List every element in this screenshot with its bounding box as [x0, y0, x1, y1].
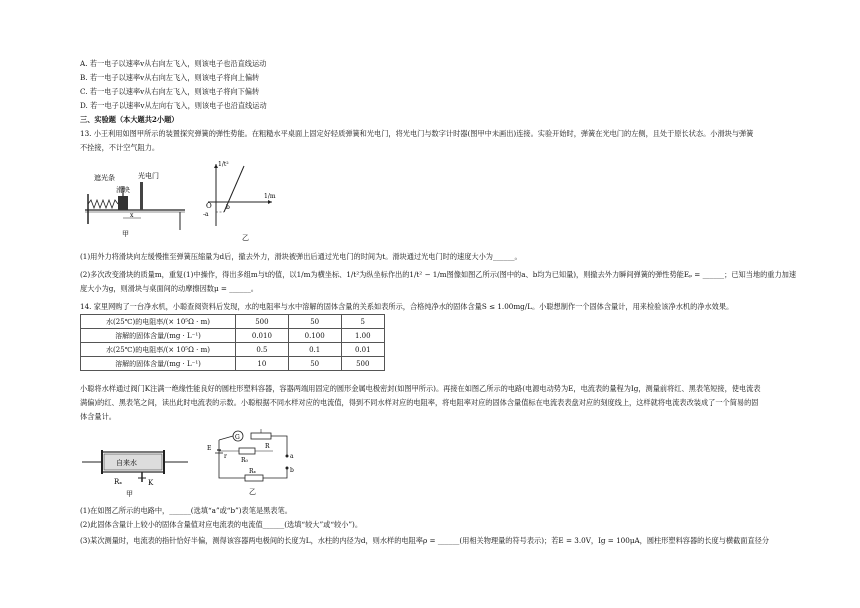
- q13-jia-block-label: 滑块: [116, 186, 130, 194]
- q14-yi-rx-label: Rₓ: [249, 468, 257, 475]
- table-cell: 0.5: [236, 343, 289, 357]
- table-cell: 500: [341, 357, 384, 371]
- table-cell: 0.01: [341, 343, 384, 357]
- table-cell: 5: [341, 315, 384, 329]
- q14-yi-b-label: b: [290, 467, 294, 474]
- q13-yi-origin-label: O: [206, 202, 212, 210]
- table-row: [81, 315, 385, 329]
- option-d: D. 若一电子以速率v从左向右飞入，则该电子也沿直线运动: [80, 101, 267, 110]
- table-row: [81, 343, 385, 357]
- q14-para-3: 体含量计。: [80, 412, 116, 421]
- q14-yi-r-label: r: [224, 453, 227, 460]
- table-cell: 溶解的固体含量/(mg · L⁻¹): [81, 329, 236, 343]
- table-cell: 50: [288, 315, 341, 329]
- q13-figure-yi: [200, 156, 280, 246]
- table-cell: 0.010: [236, 329, 289, 343]
- q14-jia-rx-label: Rₓ: [114, 478, 123, 486]
- q14-stem: 14. 家里网购了一台净水机，小聪查阅资料后发现，水的电阻率与水中溶解的固体含量的关系如表所示，合格纯净水的固体含量S ≤ 1.00mg/L。小聪想制作一个固体含量计，用来检验该净水机的净水效果。: [80, 302, 734, 311]
- q14-jia-caption: 甲: [126, 490, 133, 498]
- q13-part1: (1)用外力将滑块向左缓慢推至弹簧压缩量为d后，撤去外力，滑块被弹出后通过光电门的时间为t。滑块通过光电门时的速度大小为______。: [80, 252, 522, 261]
- q14-data-table: [80, 314, 385, 371]
- q13-yi-caption: 乙: [242, 234, 249, 242]
- q14-yi-g-label: G: [235, 434, 240, 441]
- option-a: A. 若一电子以速率v从右向左飞入，则该电子也沿直线运动: [80, 59, 267, 68]
- q13-yi-xaxis-label: 1/m: [264, 193, 276, 200]
- table-cell: 10: [236, 357, 289, 371]
- q14-yi-a-label: a: [290, 453, 294, 460]
- q13-jia-shade-label: 遮光条: [94, 174, 115, 182]
- q14-part1: (1)在如图乙所示的电路中，______(选填“a”或“b”)表笔是黑表笔。: [80, 506, 292, 515]
- q13-figure-jia: [80, 158, 190, 238]
- table-cell: 0.100: [288, 329, 341, 343]
- q14-part2: (2)此固体含量计上较小的固体含量值对应电流表的电流值______(选填“较大”或“较小”)。: [80, 520, 363, 529]
- q14-para-1: 小聪将水样通过阀门K注满一绝缘性能良好的圆柱形塑料容器，容器两端用固定的圆形金属电极密封(如图甲所示)。再接在如图乙所示的电路(电源电动势为E，电流表的量程为Ig，测量前将红、黑表笔短接，使电流表: [80, 384, 761, 393]
- table-cell: 水(25℃)的电阻率/(× 10⁵Ω · m): [81, 315, 236, 329]
- q13-part2-b: 度大小为g，则滑块与桌面间的动摩擦因数μ = ______。: [80, 284, 258, 293]
- table-cell: 1.00: [341, 329, 384, 343]
- option-b: B. 若一电子以速率v从右向左飞入，则该电子将向上偏转: [80, 73, 260, 82]
- table-cell: 水(25℃)的电阻率/(× 10⁵Ω · m): [81, 343, 236, 357]
- q13-jia-gate-label: 光电门: [138, 172, 159, 180]
- q14-yi-caption: 乙: [249, 488, 256, 496]
- table-cell: 0.1: [288, 343, 341, 357]
- q14-jia-k-label: K: [148, 479, 154, 487]
- table-cell: 50: [288, 357, 341, 371]
- q13-yi-yaxis-label: 1/t²: [218, 161, 229, 168]
- table-row: [81, 357, 385, 371]
- q14-yi-r0-label: R₀: [241, 457, 248, 464]
- q14-part3: (3)某次测量时，电流表的指针恰好半偏，测得该容器两电极间的长度为L，水柱的内径为d，则水样的电阻率ρ = ______(用相关物理量的符号表示)；若E = 3.0V，Ig = 100μA，圆柱形塑料容器的长度与横截面直径分: [80, 536, 770, 545]
- option-c: C. 若一电子以速率v从右向左飞入，则该电子将向下偏转: [80, 87, 260, 96]
- table-row: [81, 329, 385, 343]
- q13-yi-b-label: b: [226, 204, 230, 211]
- q14-yi-e-label: E: [207, 445, 212, 452]
- q13-jia-caption: 甲: [122, 230, 129, 238]
- table-cell: 500: [236, 315, 289, 329]
- q14-yi-r-var-label: R: [265, 443, 270, 450]
- q13-part2-a: (2)多次改变滑块的质量m，重复(1)中操作，得出多组m与t的值，以1/m为横坐标、1/t²为纵坐标作出的1/t² − 1/m图像如图乙所示(图中的a、b均为已知量)，则撤去外力瞬间弹簧的弹性势能Eₚ = ______；已知当地的重力加速: [80, 270, 797, 279]
- q14-figure-yi: [205, 428, 300, 500]
- q14-para-2: 满偏)的红、黑表笔之间，读出此时电流表的示数。小聪根据不同水样对应的电流值，得到不同水样对应的电阻率，将电阻率对应的固体含量值标在电流表表盘对应的刻度线上，这样就将电流表改装成了一个简易的固: [80, 398, 759, 407]
- q13-yi-a-label: -a: [203, 211, 209, 218]
- table-cell: 溶解的固体含量/(mg · L⁻¹): [81, 357, 236, 371]
- q13-stem-2: 不拴接，不计空气阻力。: [80, 143, 160, 152]
- q13-jia-x-label: x: [130, 212, 134, 219]
- section-title: 三、实验题（本大题共2小题）: [80, 115, 179, 124]
- q14-figure-jia: [80, 440, 190, 498]
- q13-stem-1: 13. 小王利用如图甲所示的装置探究弹簧的弹性势能。在粗糙水平桌面上固定好轻质弹簧和光电门，将光电门与数字计时器(图甲中未画出)连接。实验开始时，弹簧在光电门的左侧，且处于原长状态。小滑块与弹簧: [80, 129, 754, 138]
- q14-jia-center-label: 自来水: [116, 459, 137, 467]
